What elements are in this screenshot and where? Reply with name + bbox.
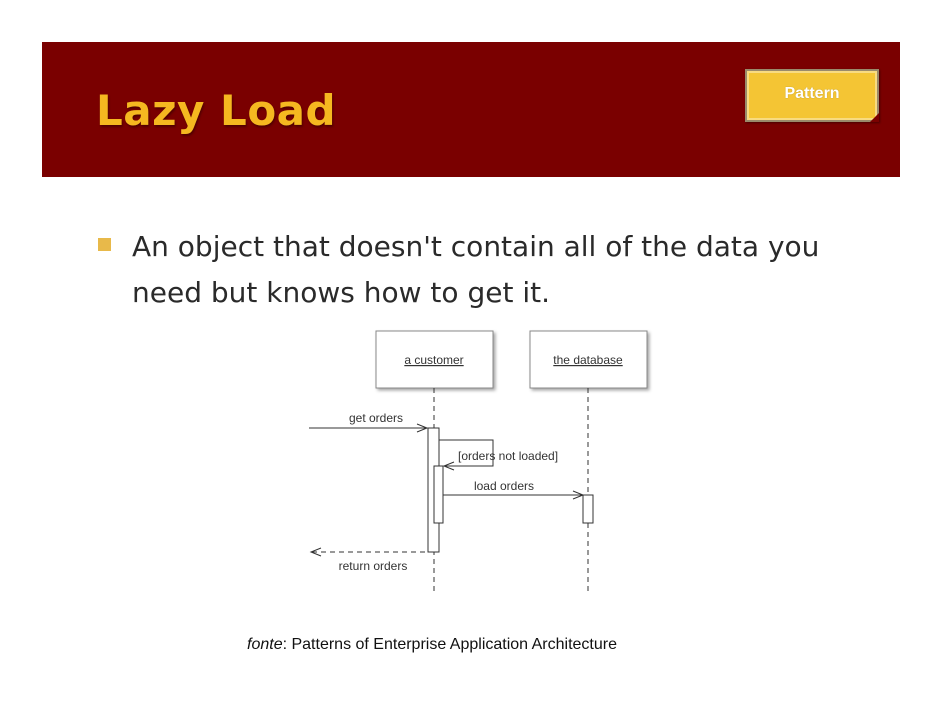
participant-database-label: the database <box>553 353 623 367</box>
slide-title: Lazy Load <box>96 86 337 135</box>
participant-customer <box>376 331 493 388</box>
activation-customer-nested <box>434 466 443 523</box>
message-load-orders <box>443 479 583 499</box>
message-get-orders <box>309 411 427 432</box>
message-return-orders-label: return orders <box>338 559 408 573</box>
message-self-call <box>439 440 558 470</box>
caption-source-label: fonte <box>247 636 283 653</box>
message-load-orders-label: load orders <box>473 479 535 493</box>
participant-customer-label: a customer <box>404 353 464 367</box>
source-caption <box>247 636 617 654</box>
bullet-text: An object that doesn't contain all of the data you need but knows how to get it. <box>132 230 820 309</box>
caption-source-text: Patterns of Enterprise Application Architecture <box>291 636 617 653</box>
activation-database <box>583 495 593 523</box>
caption-separator: : <box>282 636 292 653</box>
pattern-badge-label: Pattern <box>784 85 840 102</box>
condition-label: [orders not loaded] <box>458 449 559 463</box>
message-get-orders-label: get orders <box>348 411 404 425</box>
participant-database <box>530 331 647 388</box>
message-return-orders <box>311 548 428 573</box>
